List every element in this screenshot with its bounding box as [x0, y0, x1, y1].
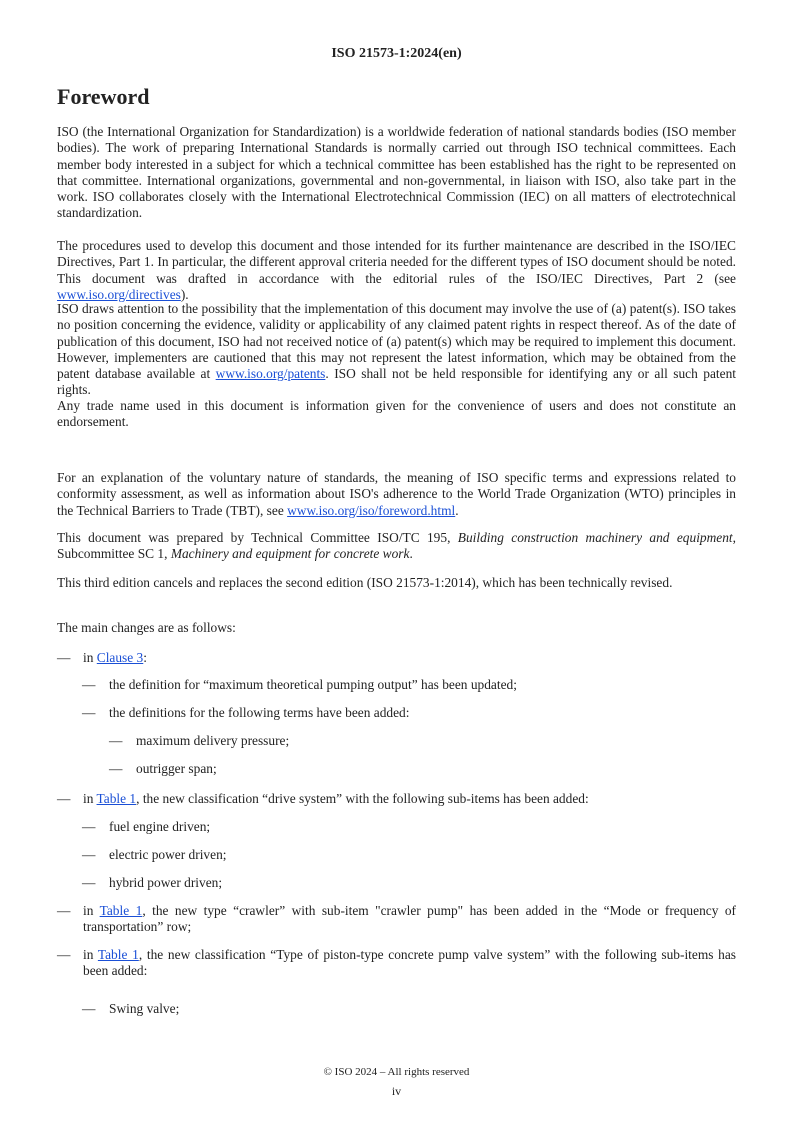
paragraph-iso-intro: ISO (the International Organization for Standardization) is a worldwide federation of national standards bodies (ISO member bodies). The work of preparing International Standards is normally carried out through ISO technical committees. Each member body interested in a subject for which a technical committee has been established has the right to be represented on that committee. International organizations, governmental and non-governmental, in liaison with ISO, also take part in the work. ISO collaborates closely with the International Electrotechnical Commission (IEC) on all matters of electrotechnical standardization. [57, 124, 736, 221]
text: , the new classification “drive system” with the following sub-items has been added: [136, 791, 589, 806]
list-item [109, 761, 736, 777]
list-item [82, 1001, 736, 1017]
dash: — [57, 947, 71, 962]
text: ). [180, 286, 189, 302]
dash: — [57, 791, 71, 806]
list-item [82, 847, 736, 863]
list-item [57, 791, 736, 807]
text: . [409, 546, 413, 562]
text: , the new classification “Type of piston-type concrete pump valve system” with the following sub-items has been added: [83, 947, 737, 979]
table-1-link[interactable]: Table 1 [97, 947, 139, 962]
list-item [82, 705, 736, 721]
text: Swing valve; [109, 1001, 180, 1016]
dash: — [57, 903, 71, 918]
text: ISO draws attention to the possibility that the implementation of this document may involve the use of (a) patent(s). ISO takes no position concerning the evidence, validity or applicability of any claimed patent rights in respect thereof. As of the date of publication of this document, ISO had not received notice of (a) patent(s) which may be required to implement this document. However, implementers are cautioned that this may not represent the latest information, which may be obtained from the patent database available at [57, 301, 736, 382]
list-item [109, 733, 736, 749]
text: in [83, 903, 100, 918]
copyright-footer: © ISO 2024 – All rights reserved [323, 1066, 470, 1078]
text: . ISO shall not be held responsible for identifying any or all such patent rights. [57, 366, 736, 398]
paragraph-trade-name: Any trade name used in this document is information given for the convenience of users and does not constitute an endorsement. [57, 398, 736, 430]
dash: — [82, 875, 96, 890]
list-item [82, 819, 736, 835]
page-number: iv [391, 1084, 402, 1098]
text: in [83, 791, 97, 806]
text: , the new type “crawler” with sub-item "crawler pump" has been added in the “Mode or frequency of transportation” row; [83, 903, 736, 935]
paragraph-patents [57, 301, 736, 399]
text: This document was prepared by Technical Committee ISO/TC 195, [57, 530, 458, 545]
paragraph-edition: This third edition cancels and replaces the second edition (ISO 21573-1:2014), which has been technically revised. [57, 575, 673, 590]
paragraph-committee [57, 530, 736, 563]
dash: — [82, 819, 96, 834]
dash: — [82, 677, 96, 692]
directives-link[interactable]: www.iso.org/directives [57, 286, 181, 302]
list-item [82, 677, 736, 693]
clause-3-link[interactable]: Clause 3 [96, 650, 144, 665]
text: outrigger span; [136, 761, 217, 776]
paragraph-voluntary-nature [57, 470, 736, 519]
dash: — [82, 705, 96, 720]
table-1-link[interactable]: Table 1 [96, 791, 137, 806]
text: , Subcommittee SC 1, [57, 530, 736, 562]
list-item [57, 650, 736, 666]
paragraph-procedures [57, 238, 736, 303]
subcommittee-title: Machinery and equipment for concrete work [170, 546, 410, 562]
section-title: Foreword [57, 84, 150, 109]
text: electric power driven; [109, 847, 227, 862]
list-item [82, 875, 736, 891]
text: For an explanation of the voluntary nature of standards, the meaning of ISO specific terms and expressions related to conformity assessment, as well as information about ISO's adherence to the World Trade Organization (WTO) principles in the Technical Barriers to Trade (TBT), see [57, 470, 736, 518]
list-item [57, 947, 736, 980]
dash: — [57, 650, 71, 665]
text: : [143, 650, 147, 665]
foreword-link[interactable]: www.iso.org/iso/foreword.html [287, 502, 456, 518]
text: the definitions for the following terms have been added: [109, 705, 410, 720]
document-header: ISO 21573-1:2024(en) [331, 46, 462, 61]
text: . [455, 502, 459, 518]
dash: — [82, 1001, 96, 1016]
text: hybrid power driven; [109, 875, 223, 890]
text: fuel engine driven; [109, 819, 211, 834]
list-item [57, 903, 736, 936]
text: in [83, 650, 97, 665]
table-1-link[interactable]: Table 1 [99, 903, 143, 918]
dash: — [109, 761, 123, 776]
dash: — [109, 733, 123, 748]
dash: — [82, 847, 96, 862]
committee-title: Building construction machinery and equipment [457, 530, 733, 545]
text: in [83, 947, 98, 962]
text: maximum delivery pressure; [136, 733, 290, 748]
patents-link[interactable]: www.iso.org/patents [215, 366, 326, 382]
text: the definition for “maximum theoretical pumping output” has been updated; [109, 677, 517, 692]
paragraph-main-changes: The main changes are as follows: [57, 620, 236, 635]
text: The procedures used to develop this document and those intended for its further maintenance are described in the ISO/IEC Directives, Part 1. In particular, the different approval criteria needed for the different types of ISO document should be noted. This document was drafted in accordance with the editorial rules of the ISO/IEC Directives, Part 2 (see [57, 238, 736, 286]
